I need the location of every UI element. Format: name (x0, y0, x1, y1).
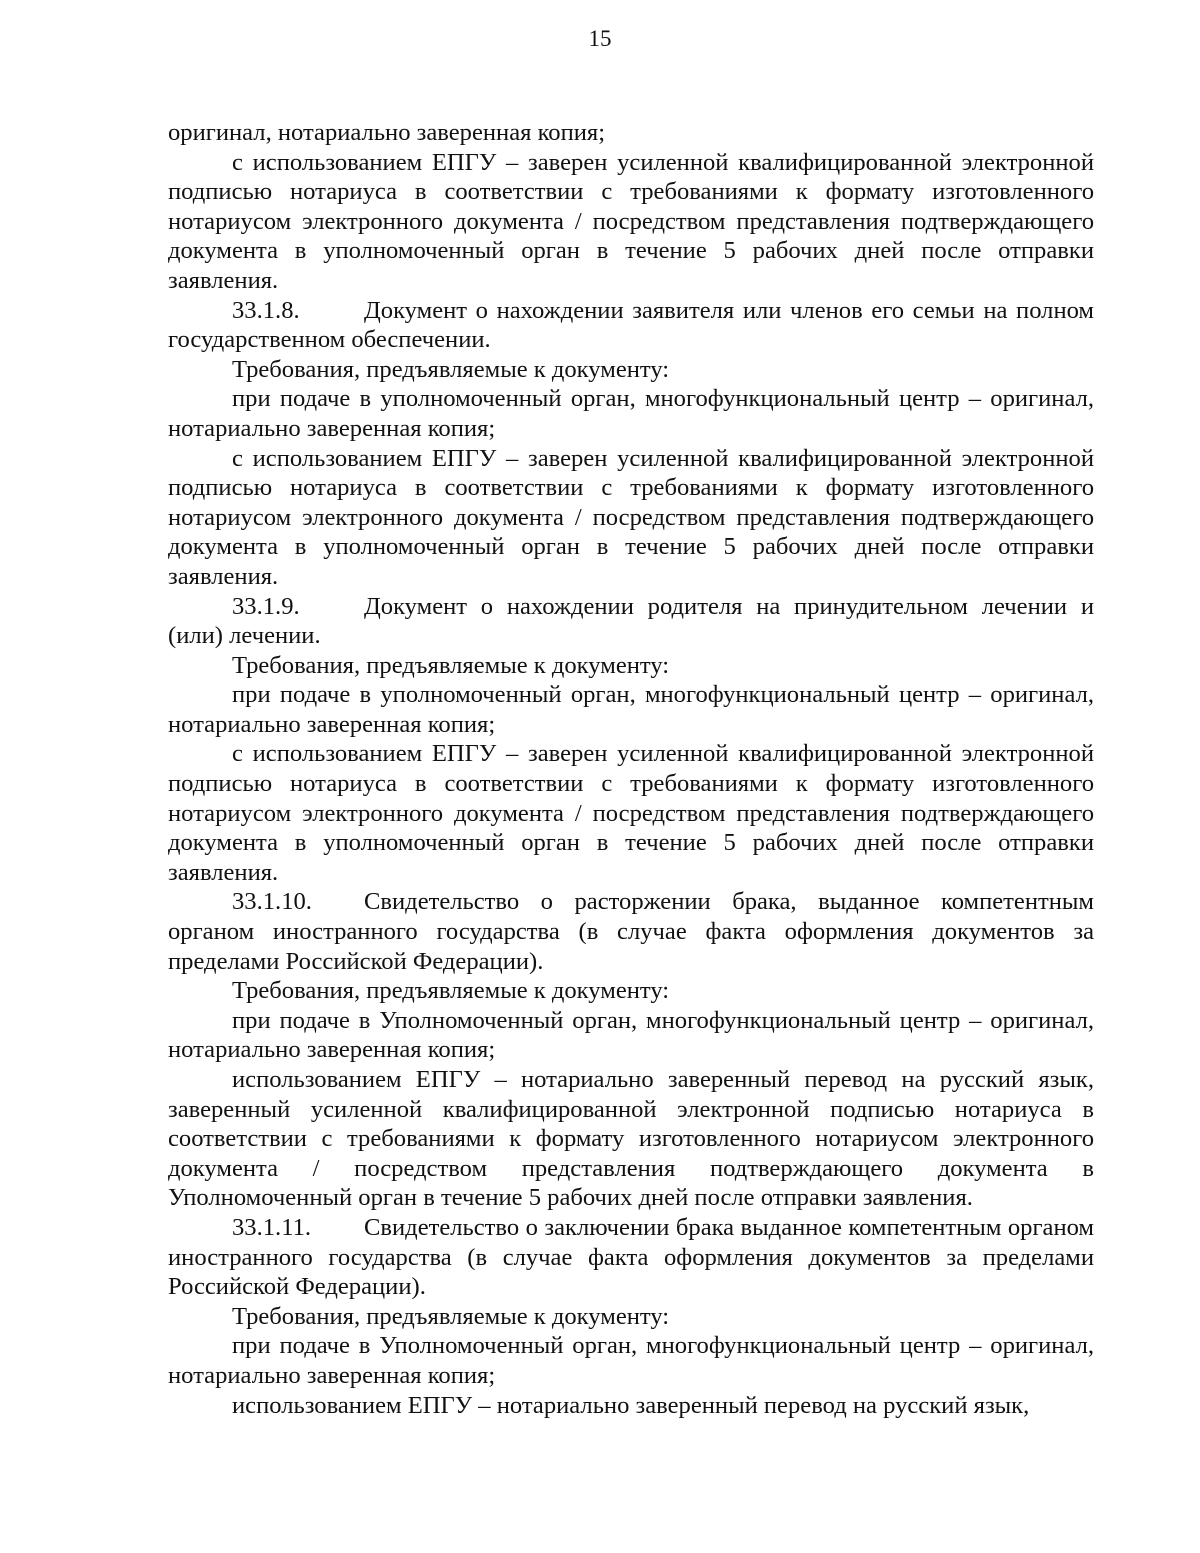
clause-title: Свидетельство о расторжении брака, выданное компетентным органом иностранного государства (в случае факта оформления документов за пределами Российской Федерации). (168, 888, 1094, 975)
clause-number: 33.1.10. (232, 888, 312, 916)
paragraph-submission-requirement: при подаче в уполномоченный орган, многофункциональный центр – оригинал, нотариально заверенная копия; (168, 385, 1094, 442)
paragraph-submission-requirement: при подаче в Уполномоченный орган, многофункциональный центр – оригинал, нотариально заверенная копия; (168, 1006, 1094, 1064)
clause-number: 33.1.9. (232, 592, 300, 620)
paragraph-requirements-label: Требования, предъявляемые к документу: (232, 977, 670, 1005)
paragraph-submission-requirement: при подаче в уполномоченный орган, многофункциональный центр – оригинал, нотариально заверенная копия; (168, 681, 1094, 738)
page-number: 15 (588, 26, 612, 51)
clause-33-1-8 (168, 296, 1094, 355)
paragraph-continuation: оригинал, нотариально заверенная копия; (168, 119, 606, 146)
paragraph-epgu-requirement: с использованием ЕПГУ – заверен усиленной квалифицированной электронной подписью нотариуса в соответствии с требованиями к формату изготовленного нотариусом электронного документа / посредством представления подтверждающего документа в уполномоченный орган в течение 5 рабочих дней после отправки заявления. (168, 148, 1094, 294)
document-body (168, 118, 1094, 1420)
paragraph-requirements-label: Требования, предъявляемые к документу: (232, 651, 670, 679)
paragraph-submission-requirement: при подаче в Уполномоченный орган, многофункциональный центр – оригинал, нотариально заверенная копия; (168, 1332, 1094, 1389)
paragraph-epgu-translation-requirement: использованием ЕПГУ – нотариально заверенный перевод на русский язык, (232, 1391, 1030, 1419)
clause-title: Свидетельство о заключении брака выданное компетентным органом иностранного государства (в случае факта оформления документов за пределами Российской Федерации). (168, 1213, 1094, 1301)
paragraph-epgu-requirement: с использованием ЕПГУ – заверен усиленной квалифицированной электронной подписью нотариуса в соответствии с требованиями к формату изготовленного нотариусом электронного документа / посредством представления подтверждающего документа в уполномоченный орган в течение 5 рабочих дней после отправки заявления. (168, 740, 1094, 886)
clause-33-1-9 (168, 592, 1094, 651)
paragraph-requirements-label: Требования, предъявляемые к документу: (232, 1302, 670, 1330)
clause-title: Документ о нахождении родителя на принудительном лечении и (или) лечении. (168, 592, 1094, 650)
clause-title: Документ о нахождении заявителя или членов его семьи на полном государственном обеспечении. (168, 296, 1094, 354)
paragraph-epgu-requirement: с использованием ЕПГУ – заверен усиленной квалифицированной электронной подписью нотариуса в соответствии с требованиями к формату изготовленного нотариусом электронного документа / посредством представления подтверждающего документа в уполномоченный орган в течение 5 рабочих дней после отправки заявления. (168, 444, 1094, 590)
clause-number: 33.1.8. (232, 296, 300, 324)
clause-33-1-10 (168, 887, 1094, 976)
clause-number: 33.1.11. (232, 1213, 312, 1241)
paragraph-epgu-translation-requirement: использованием ЕПГУ – нотариально заверенный перевод на русский язык, заверенный усиленной квалифицированной электронной подписью нотариуса в соответствии с требованиями к формату изготовленного нотариусом электронного документа / посредством представления подтверждающего документа в Уполномоченный орган в течение 5 рабочих дней после отправки заявления. (168, 1066, 1094, 1212)
clause-33-1-11 (168, 1213, 1094, 1302)
paragraph-requirements-label: Требования, предъявляемые к документу: (232, 355, 670, 383)
